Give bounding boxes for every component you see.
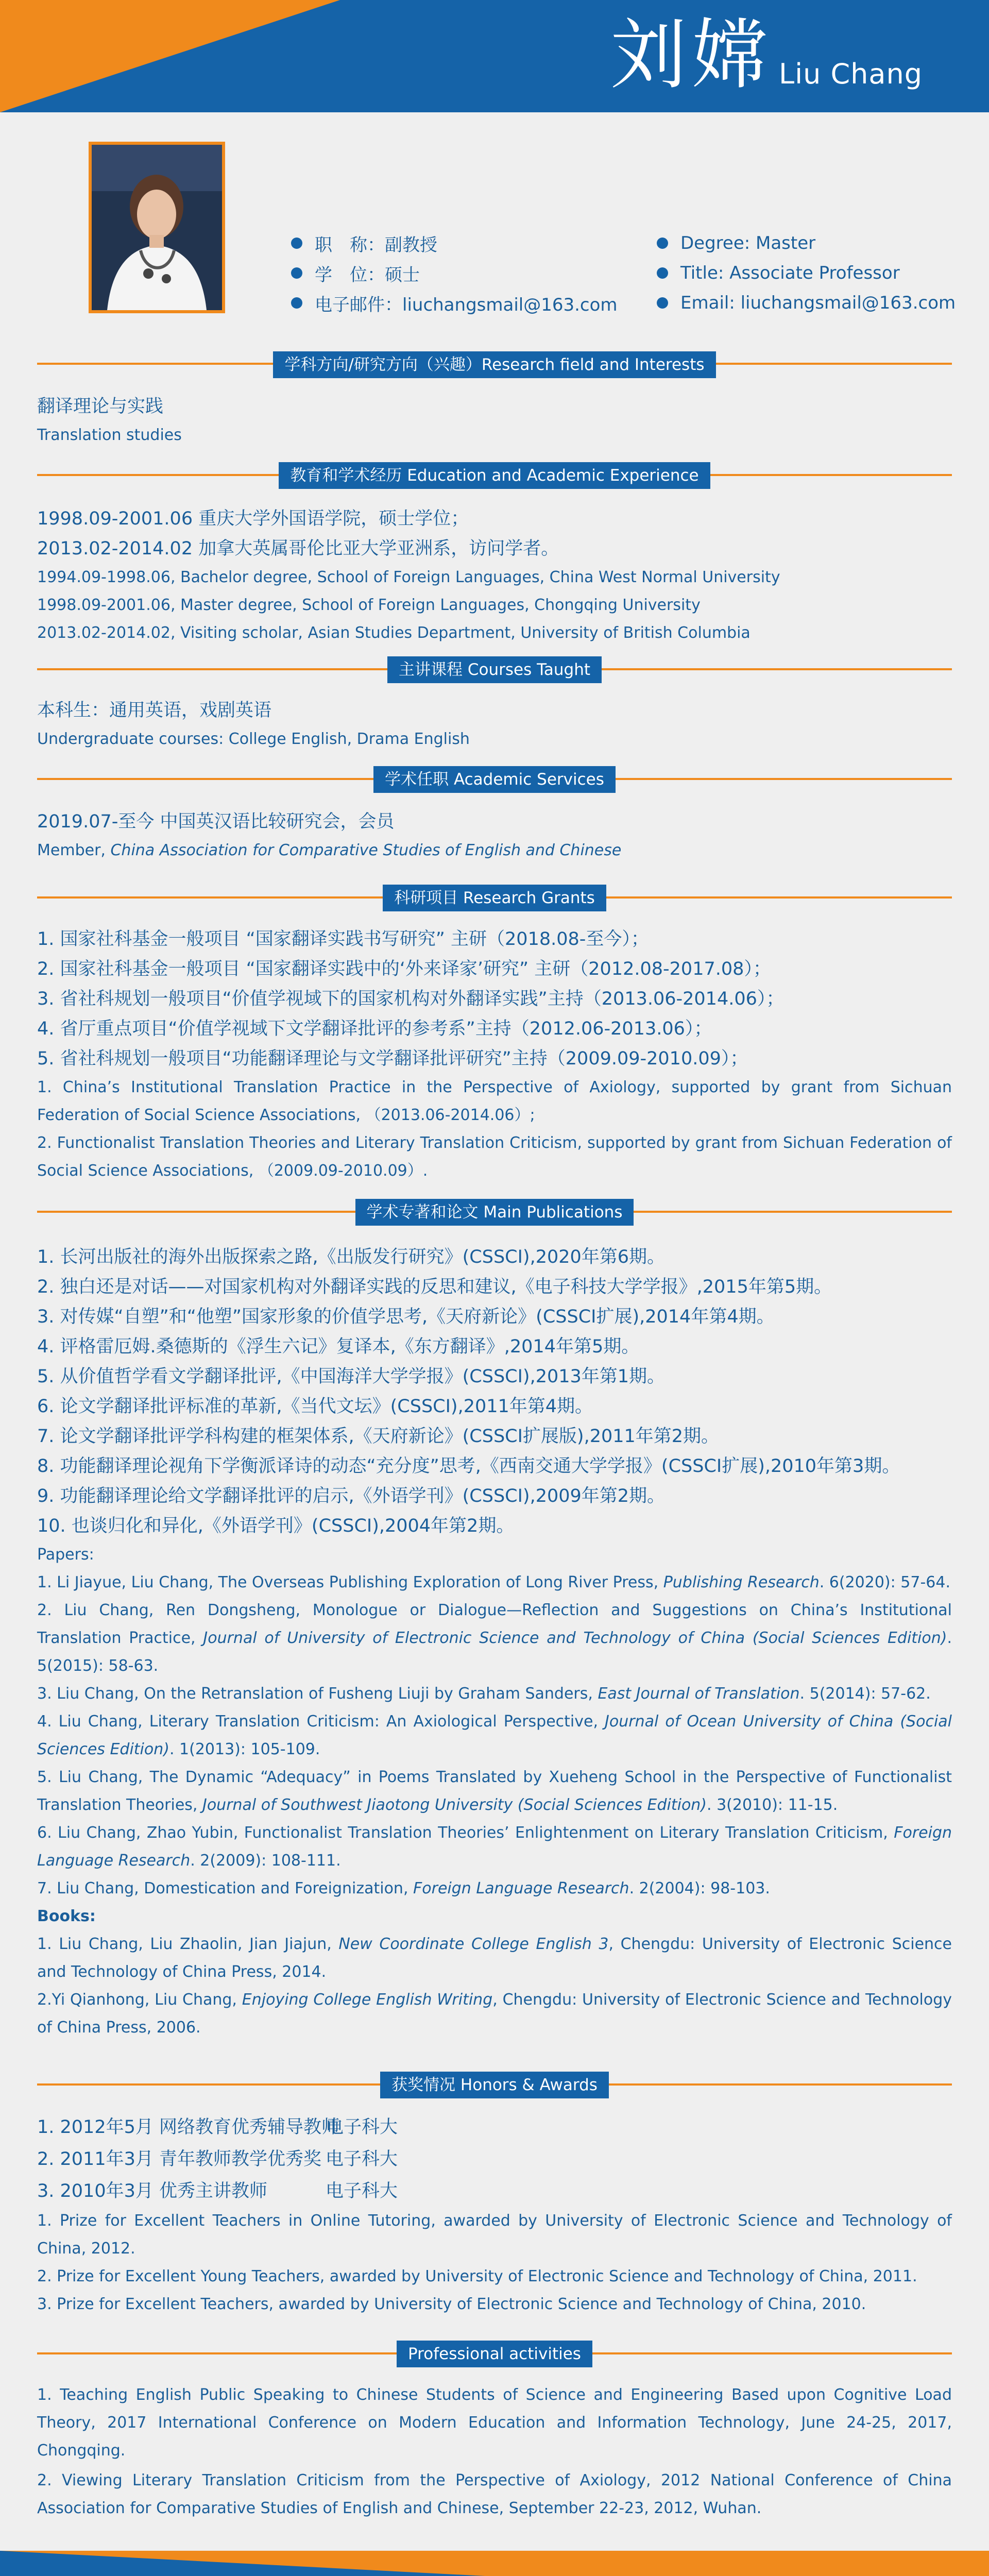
profile-info-chinese <box>291 228 618 318</box>
education-en-item: 2013.02-2014.02, Visiting scholar, Asian Studies Department, University of British Columbia <box>37 624 751 642</box>
courses-content <box>37 696 952 753</box>
footer-banner <box>0 2551 989 2576</box>
award-en-item: 1. Prize for Excellent Teachers in Online Tutoring, awarded by University of Electronic Science and Technology of China, 2012. <box>37 2212 952 2258</box>
grant-cn-item: 3. 省社科规划一般项目“价值学视域下的国家机构对外翻译实践”主持（2013.06-2014.06）； <box>37 989 785 1009</box>
book-item: 1. Liu Chang, Liu Zhaolin, Jian Jiajun, New Coordinate College English 3, Chengdu: University of Electronic Science and Technology of China Press, 2014. <box>37 1935 952 1981</box>
services-content <box>37 807 952 865</box>
award-en-item: 2. Prize for Excellent Young Teachers, awarded by University of Electronic Science and Technology of China, 2011. <box>37 2267 917 2285</box>
award-cn-item: 3. 2010年3月 优秀主讲教师 电子科大 <box>37 2181 398 2201</box>
paper-item: 3. Liu Chang, On the Retranslation of Fusheng Liuji by Graham Sanders, East Journal of Translation. 5(2014): 57-62. <box>37 1685 931 1703</box>
info-title-en: Title: Associate Professor <box>657 258 956 288</box>
publication-cn-item: 5. 从价值哲学看文学翻译批评,《中国海洋大学学报》(CSSCI),2013年第1期。 <box>37 1366 666 1387</box>
bullet-dot <box>657 238 668 249</box>
research-content <box>37 392 952 449</box>
education-en-item: 1998.09-2001.06, Master degree, School of Foreign Languages, Chongqing University <box>37 596 701 614</box>
award-en-item: 3. Prize for Excellent Teachers, awarded by University of Electronic Science and Technology of China, 2010. <box>37 2295 866 2313</box>
publication-cn-item: 2. 独白还是对话——对国家机构对外翻译实践的反思和建议,《电子科技大学学报》,2015年第5期。 <box>37 1277 832 1297</box>
section-heading-activities: Professional activities <box>0 2341 989 2367</box>
education-cn-item: 2013.02-2014.02 加拿大英属哥伦比亚大学亚洲系，访问学者。 <box>37 538 559 559</box>
grant-cn-item: 2. 国家社科基金一般项目 “国家翻译实践中的‘外来译家’研究” 主研（2012.08-2017.08）； <box>37 959 771 979</box>
activity-item: 1. Teaching English Public Speaking to Chinese Students of Science and Engineering Based upon Cognitive Load Theory, 2017 International Conference on Modern Education and Information Technology, June 24-25, 2017, Chongqing. <box>37 2386 952 2460</box>
education-content <box>37 504 952 647</box>
award-cn-item: 2. 2011年3月 青年教师教学优秀奖 电子科大 <box>37 2149 398 2170</box>
grant-en-item: 1. China’s Institutional Translation Practice in the Perspective of Axiology, supported by grant from Sichuan Federation of Social Science Associations, （2013.06-2014.06）; <box>37 1078 952 1124</box>
services-cn: 2019.07-至今 中国英汉语比较研究会，会员 <box>37 811 395 832</box>
publication-cn-item: 8. 功能翻译理论视角下学衡派译诗的动态“充分度”思考,《西南交通大学学报》(CSSCI扩展),2010年第3期。 <box>37 1456 900 1477</box>
section-heading-research: 学科方向/研究方向（兴趣）Research field and Interests <box>0 351 989 378</box>
header-banner <box>0 0 989 112</box>
papers-label: Papers: <box>37 1546 94 1564</box>
info-degree-en: Degree: Master <box>657 228 956 258</box>
research-cn: 翻译理论与实践 <box>37 396 164 417</box>
name-english: Liu Chang <box>779 58 923 90</box>
paper-item: 1. Li Jiayue, Liu Chang, The Overseas Publishing Exploration of Long River Press, Publishing Research. 6(2020): 57-64. <box>37 1573 950 1591</box>
education-en-item: 1994.09-1998.06, Bachelor degree, School of Foreign Languages, China West Normal University <box>37 568 780 586</box>
publication-cn-item: 10. 也谈归化和异化,《外语学刊》(CSSCI),2004年第2期。 <box>37 1516 515 1536</box>
portrait-image <box>92 145 222 310</box>
info-email-cn: 电子邮件：liuchangsmail@163.com <box>291 288 618 318</box>
bullet-dot <box>657 297 668 309</box>
research-en: Translation studies <box>37 426 182 444</box>
grant-en-item: 2. Functionalist Translation Theories and Literary Translation Criticism, supported by grant from Sichuan Federation of Social Science Associations, （2009.09-2010.09）. <box>37 1134 952 1180</box>
publication-cn-item: 3. 对传媒“自塑”和“他塑”国家形象的价值学思考,《天府新论》(CSSCI扩展),2014年第4期。 <box>37 1307 775 1327</box>
courses-cn: 本科生：通用英语，戏剧英语 <box>37 700 272 721</box>
footer-orange-triangle <box>0 2551 989 2576</box>
info-degree-cn: 学 位：硕士 <box>291 258 618 288</box>
grant-cn-item: 4. 省厅重点项目“价值学视域下文学翻译批评的参考系”主持（2012.06-2013.06）； <box>37 1019 712 1039</box>
publication-cn-item: 6. 论文学翻译批评标准的革新,《当代文坛》(CSSCI),2011年第4期。 <box>37 1396 593 1417</box>
section-heading-education: 教育和学术经历 Education and Academic Experience <box>0 462 989 489</box>
books-label: Books: <box>37 1907 96 1925</box>
info-title-cn: 职 称：副教授 <box>291 228 618 258</box>
paper-item: 4. Liu Chang, Literary Translation Criticism: An Axiological Perspective, Journal of Ocean University of China (Social Sciences Edition). 1(2013): 105-109. <box>37 1713 952 1758</box>
services-en: Member, China Association for Comparative Studies of English and Chinese <box>37 841 622 859</box>
profile-info-english <box>657 228 956 318</box>
publications-content <box>37 1242 952 2042</box>
publication-cn-item: 1. 长河出版社的海外出版探索之路,《出版发行研究》(CSSCI),2020年第6期。 <box>37 1247 666 1267</box>
bullet-dot <box>291 297 302 309</box>
bullet-dot <box>657 267 668 279</box>
publication-cn-item: 7. 论文学翻译批评学科构建的框架体系,《天府新论》(CSSCI扩展版),2011年第2期。 <box>37 1426 720 1447</box>
activities-content <box>37 2381 952 2522</box>
paper-item: 6. Liu Chang, Zhao Yubin, Functionalist Translation Theories’ Enlightenment on Literary Translation Criticism, Foreign Language Research. 2(2009): 108-111. <box>37 1824 952 1870</box>
bullet-dot <box>291 267 302 279</box>
publication-cn-item: 9. 功能翻译理论给文学翻译批评的启示,《外语学刊》(CSSCI),2009年第2期。 <box>37 1486 666 1506</box>
activity-item: 2. Viewing Literary Translation Criticism from the Perspective of Axiology, 2012 National Conference of China Association for Comparative Studies of English and Chinese, September 22-23, 2012, Wuhan. <box>37 2471 952 2517</box>
education-cn-item: 1998.09-2001.06 重庆大学外国语学院，硕士学位； <box>37 509 469 529</box>
awards-content <box>37 2111 952 2318</box>
name-chinese: 刘嫦 <box>610 11 773 99</box>
grant-cn-item: 5. 省社科规划一般项目“功能翻译理论与文学翻译批评研究”主持（2009.09-2010.09）； <box>37 1048 748 1069</box>
bullet-dot <box>291 238 302 249</box>
paper-item: 7. Liu Chang, Domestication and Foreignization, Foreign Language Research. 2(2004): 98-103. <box>37 1879 770 1897</box>
paper-item: 5. Liu Chang, The Dynamic “Adequacy” in Poems Translated by Xueheng School in the Perspective of Functionalist Translation Theories, Journal of Southwest Jiaotong University (Social Sciences Edition). 3(2010): 11-15. <box>37 1768 952 1814</box>
section-heading-services: 学术任职 Academic Services <box>0 766 989 793</box>
publication-cn-item: 4. 评格雷厄姆.桑德斯的《浮生六记》复译本,《东方翻译》,2014年第5期。 <box>37 1336 640 1357</box>
paper-item: 2. Liu Chang, Ren Dongsheng, Monologue or Dialogue—Reflection and Suggestions on China’s Institutional Translation Practice, Journal of University of Electronic Science and Technology of China (Social Sciences Edition). 5(2015): 58-63. <box>37 1601 952 1675</box>
section-heading-awards: 获奖情况 Honors & Awards <box>0 2072 989 2098</box>
courses-en: Undergraduate courses: College English, Drama English <box>37 730 470 748</box>
grants-content <box>37 924 952 1185</box>
section-heading-publications: 学术专著和论文 Main Publications <box>0 1199 989 1226</box>
book-item: 2.Yi Qianhong, Liu Chang, Enjoying College English Writing, Chengdu: University of Electronic Science and Technology of China Press, 2006. <box>37 1991 952 2037</box>
profile-photo <box>89 142 225 313</box>
award-cn-item: 1. 2012年5月 网络教育优秀辅导教师 电子科大 <box>37 2117 398 2138</box>
section-heading-courses: 主讲课程 Courses Taught <box>0 656 989 683</box>
grant-cn-item: 1. 国家社科基金一般项目 “国家翻译实践书写研究” 主研（2018.08-至今）； <box>37 929 649 950</box>
header-orange-triangle <box>0 0 340 112</box>
info-email-en: Email: liuchangsmail@163.com <box>657 288 956 318</box>
section-heading-grants: 科研项目 Research Grants <box>0 885 989 911</box>
